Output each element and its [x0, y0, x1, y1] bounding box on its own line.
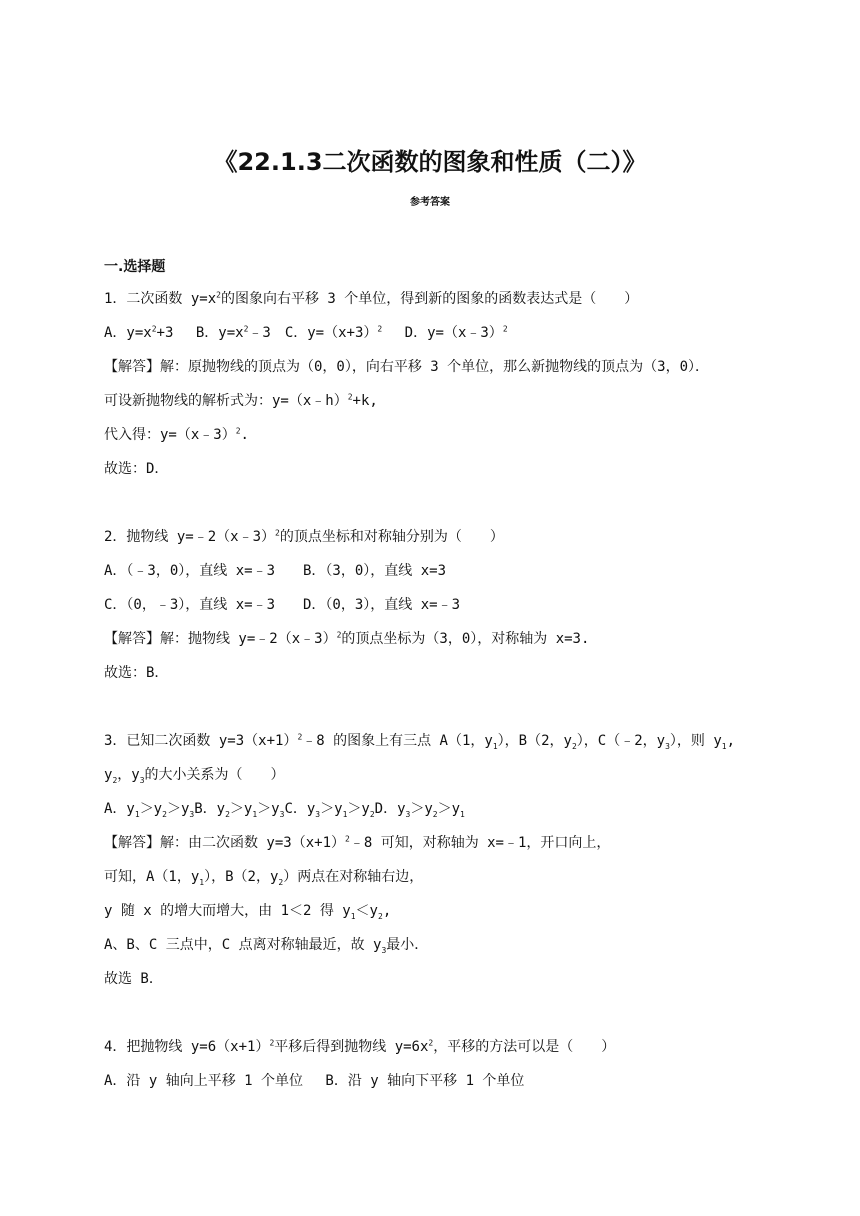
q2-options-cd: C．（0，﹣3），直线 x=﹣3 D．（0，3），直线 x=﹣3	[104, 597, 461, 613]
q1-answer-line-4: 故选：D．	[104, 461, 169, 477]
q2-answer-line-1: 【解答】解：抛物线 y=﹣2（x﹣3）$^2$的顶点坐标为（3，0），对称轴为 x=3.	[104, 630, 590, 647]
q3-answer-line-5: 故选 B．	[104, 971, 163, 987]
document-subtitle: 参考答案	[410, 197, 450, 208]
q2-stem: 2．抛物线 y=﹣2（x﹣3）$^2$的顶点坐标和对称轴分别为（ ）	[104, 528, 504, 545]
q3-answer-line-1: 【解答】解：由二次函数 $y=3(x+1)^2﹣8$ 可知，对称轴为 x=﹣1，开口向上，	[104, 834, 611, 851]
q3-answer-line-2: 可知，A（1，$y_1$），B（2，$y_2$）两点在对称轴右边，	[104, 869, 424, 887]
q2-options-ab: A．（﹣3，0），直线 x=﹣3 B．（3，0），直线 x=3	[104, 563, 447, 579]
q1-answer-line-1: 【解答】解：原抛物线的顶点为（0，0），向右平移 3 个单位，那么新抛物线的顶点为（3，0）．	[104, 359, 709, 375]
q1-stem: 1．二次函数 $y=x^2$的图象向右平移 3 个单位，得到新的图象的函数表达式是（ ）	[104, 290, 639, 307]
q3-answer-line-3: y 随 x 的增大而增大，由 1＜2 得 $y_1<y_2$,	[104, 903, 392, 921]
q3-stem-line-2: $y_2$，$y_3$的大小关系为（ ）	[104, 767, 285, 785]
q2-answer-line-2: 故选：B．	[104, 665, 169, 681]
section-heading: 一.选择题	[104, 259, 166, 275]
q3-options: A．$y_1>y_2>y_3B$．$y_2>y_1>y_3C$．$y_3>y_1>y_2D$．$y_3>y_2>y_1$	[104, 801, 465, 819]
q1-answer-line-3: 代入得：y=（x﹣3）$^2$.	[104, 426, 249, 443]
q3-answer-line-4: A、B、C 三点中，C 点离对称轴最近，故 $y_3$最小．	[104, 937, 429, 955]
q3-stem-line-1: 3．已知二次函数 $y=3(x+1)^2﹣8$ 的图象上有三点 A（1，$y_1$），B（2，$y_2$），C（﹣2，$y_3$），则 $y_1$,	[104, 732, 736, 751]
document-title: 《22.1.3二次函数的图象和性质（二）》	[213, 148, 647, 176]
q1-options: A．$y=x^2+3$ B．$y=x^2﹣3$ C．$y=(x+3)^2$ D．y=（x﹣3）$^2$	[104, 324, 508, 341]
q1-answer-line-2: 可设新抛物线的解析式为：y=（x﹣h）$^2$+k,	[104, 392, 378, 409]
q4-stem: 4．把抛物线 $y=6(x+1)^2$平移后得到抛物线 $y=6x^2$，平移的方法可以是（ ）	[104, 1038, 616, 1055]
q4-options-ab: A．沿 y 轴向上平移 1 个单位 B．沿 y 轴向下平移 1 个单位	[104, 1073, 525, 1089]
